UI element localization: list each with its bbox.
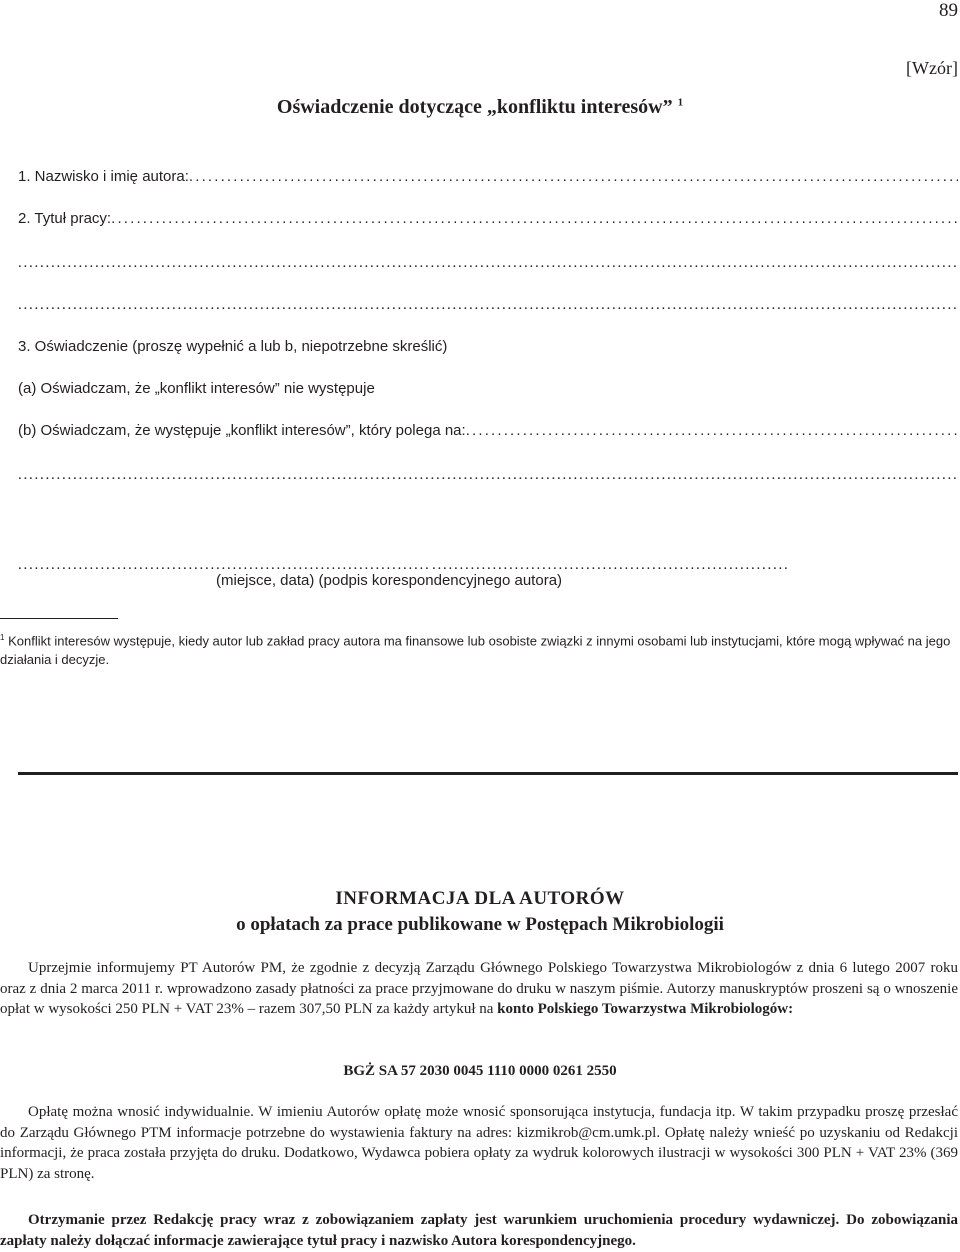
work-title-fill-line-2: [18, 254, 958, 272]
signature-caption: (miejsce, data) (podpis korespondencyjnego autora): [216, 572, 563, 589]
form-title-footnote-marker: 1: [677, 96, 684, 109]
fill-line: [18, 466, 958, 484]
form-title: [0, 96, 960, 119]
author-name-label: 1. Nazwisko i imię autora:: [18, 168, 189, 185]
option-b-label: (b) Oświadczam, że występuje „konflikt interesów”, który polega na:: [18, 422, 466, 439]
form-title-text: Oświadczenie dotyczące „konfliktu interesów”: [276, 96, 673, 118]
info-subtitle: o opłatach za prace publikowane w Postępach Mikrobiologii: [236, 914, 724, 935]
footnote-marker: 1: [0, 633, 5, 642]
option-a: (a) Oświadczam, że „konflikt interesów” nie występuje: [18, 380, 375, 397]
section-divider: [18, 772, 958, 775]
info-paragraph-1: [0, 958, 958, 1020]
author-name-fill-line: [189, 168, 958, 186]
footnote: [0, 628, 960, 669]
footnote-rule: [0, 618, 118, 619]
fill-line: [18, 296, 958, 314]
info-title: INFORMACJA DLA AUTORÓW: [335, 888, 625, 909]
author-name-field: [18, 168, 958, 186]
fill-line: [18, 254, 958, 272]
work-title-field: [18, 210, 958, 228]
work-title-fill-line: [111, 210, 958, 228]
option-b-field: [18, 422, 958, 440]
footnote-text: Konflikt interesów występuje, kiedy autor lub zakład pracy autora ma finansowe lub osobiste związki z innymi osobami lub instytucjami, które mogą wpływać na jego działania i decyzje.: [0, 633, 951, 668]
statement-heading: 3. Oświadczenie (proszę wypełnić a lub b, niepotrzebne skreślić): [18, 338, 448, 355]
option-b-fill-line: [466, 422, 958, 440]
option-b-fill-line-2: [18, 466, 958, 484]
template-tag: [Wzór]: [906, 58, 958, 78]
info-paragraph-3: Otrzymanie przez Redakcję pracy wraz z zobowiązaniem zapłaty jest warunkiem uruchomienia procedury wydawniczej. Do zobowiązania zapłaty należy dołączać informacje zawierające tytuł pracy i nazwisko Autora korespondencyjnego.: [0, 1212, 958, 1249]
info-paragraph-2: Opłatę można wnosić indywidualnie. W imieniu Autorów opłatę może wnosić sponsorująca instytucja, fundacja itp. W takim przypadku proszę przesłać do Zarządu Głównego PTM informacje potrzebne do wystawienia faktury na adres: kizmikrob@cm.umk.pl. Opłatę należy wnieść po uzyskaniu od Redakcji informacji, że praca została przyjęta do druku. Dodatkowo, Wydawca pobiera opłaty za wydruk kolorowych ilustracji w wysokości 300 PLN + VAT 23% (369 PLN) za stronę.: [0, 1104, 958, 1182]
page-number: 89: [939, 0, 958, 21]
info-paragraph-1-text: Uprzejmie informujemy PT Autorów PM, że zgodnie z decyzją Zarządu Głównego Polskiego Towarzystwa Mikrobiologów z dnia 6 lutego 2007 roku oraz z dnia 2 marca 2011 r. wprowadzono zasady płatności za prace przyjmowane do druku w naszym piśmie. Autorzy manuskryptów proszeni są o wnoszenie opłat w wysokości 250 PLN + VAT 23% – razem 307,50 PLN za każdy artykuł na: [0, 960, 958, 1018]
work-title-label: 2. Tytuł pracy:: [18, 210, 112, 227]
account-owner: konto Polskiego Towarzystwa Mikrobiologów:: [497, 1001, 794, 1018]
work-title-fill-line-3: [18, 296, 958, 314]
bank-account-number: BGŻ SA 57 2030 0045 1110 0000 0261 2550: [343, 1063, 617, 1079]
